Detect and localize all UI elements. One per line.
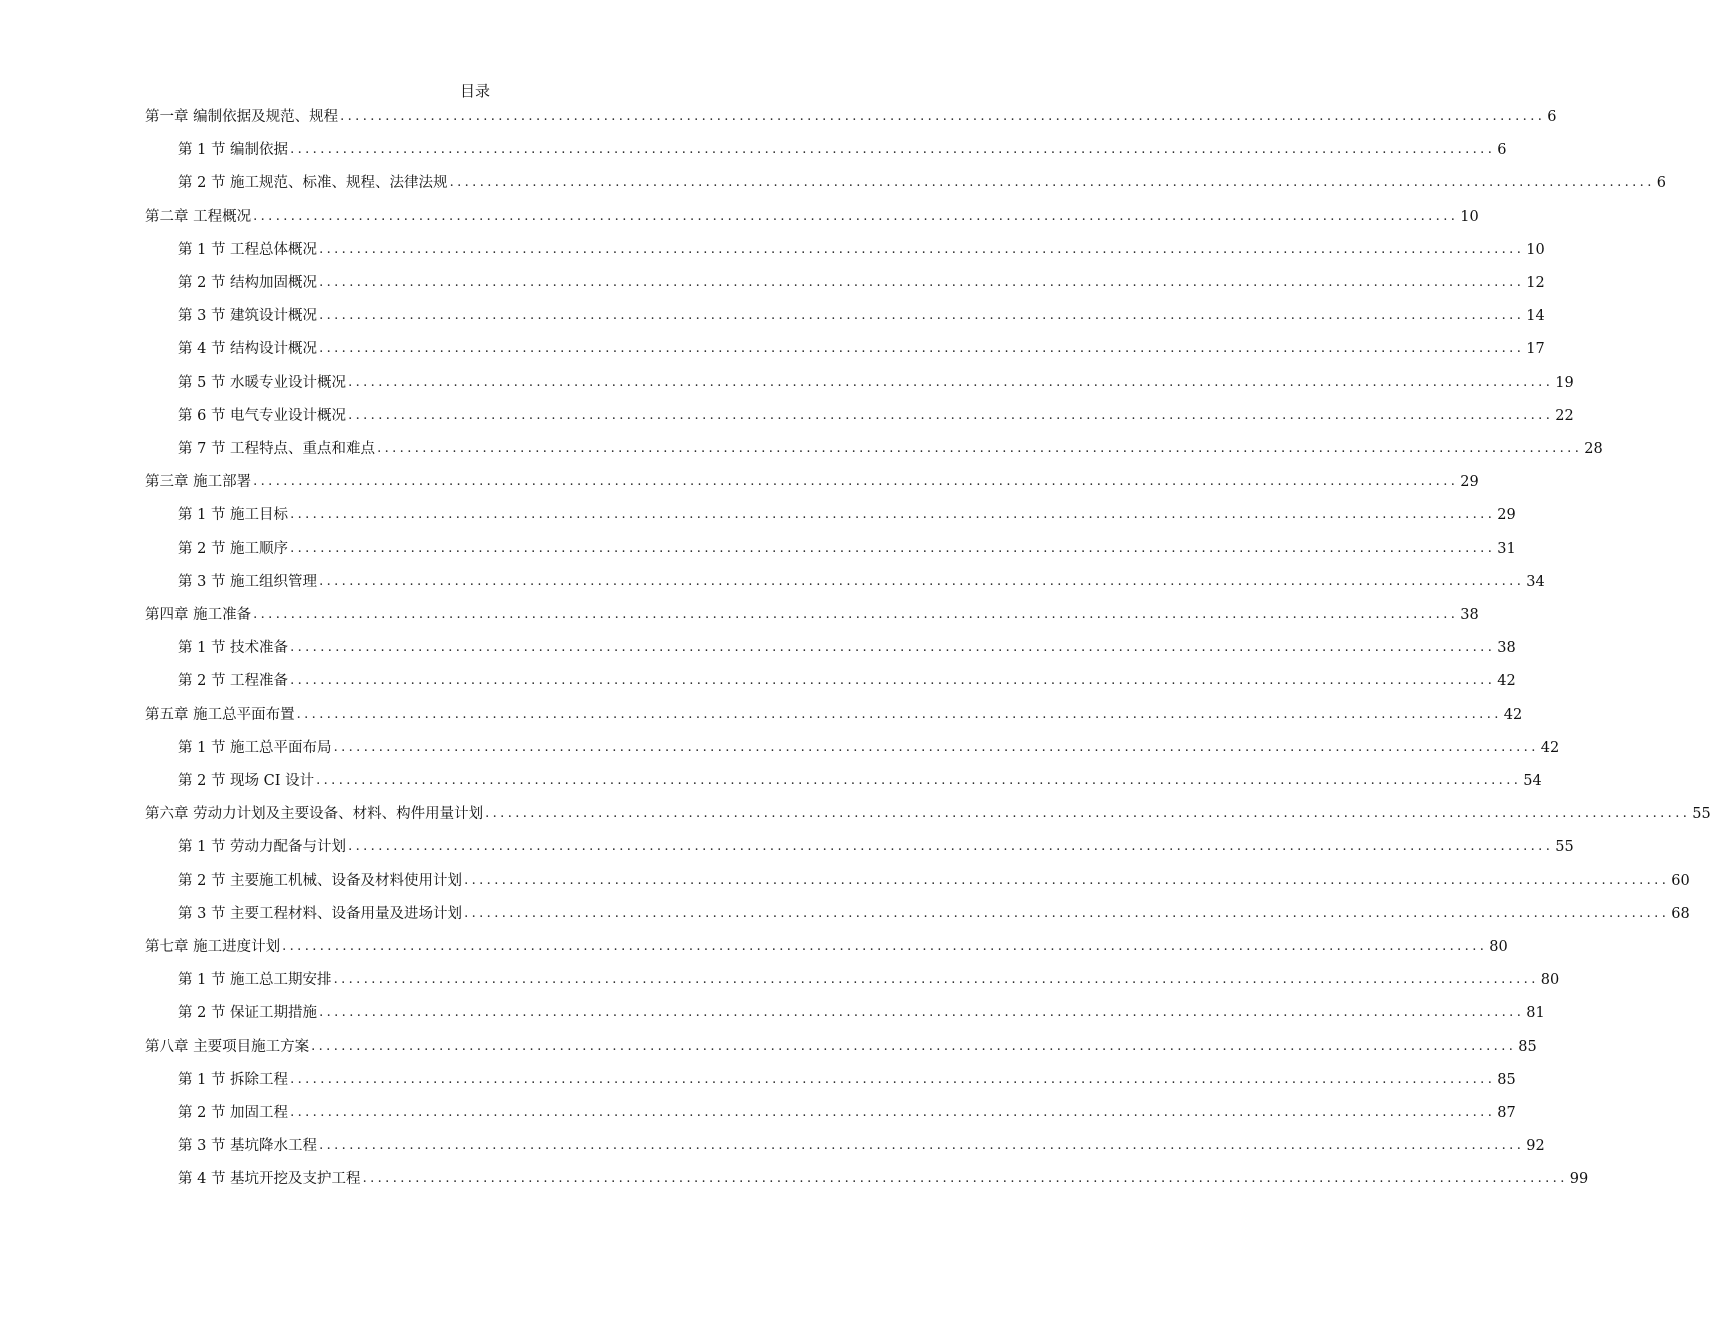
toc-dot-leader: ................................................................................................................................................................ (316, 773, 1522, 788)
toc-dot-leader: ................................................................................................................................................................ (253, 208, 1459, 224)
toc-page-number: 92 (1526, 1138, 1545, 1155)
toc-entry-label: 第 1 节 施工总平面布局 (178, 739, 332, 756)
toc-section-entry[interactable] (178, 172, 1666, 194)
toc-page-number: 10 (1526, 241, 1545, 258)
toc-dot-leader: ................................................................................................................................................................ (290, 640, 1496, 656)
toc-page-number: 38 (1497, 640, 1516, 657)
toc-entry-label: 第 2 节 结构加固概况 (178, 275, 318, 291)
toc-entry-label: 第六章 劳动力计划及主要设备、材料、构件用量计划 (145, 806, 484, 823)
toc-dot-leader: ................................................................................................................................................................ (319, 308, 1525, 324)
toc-section-entry[interactable] (178, 969, 1560, 991)
toc-entry-label: 第四章 施工准备 (145, 607, 252, 623)
toc-section-entry[interactable] (178, 438, 1603, 460)
toc-section-entry[interactable] (178, 372, 1574, 394)
toc-dot-leader: ................................................................................................................................................................ (290, 673, 1496, 689)
toc-dot-leader: ................................................................................................................................................................ (333, 739, 1539, 755)
toc-entry-label: 第 1 节 施工总工期安排 (178, 972, 332, 989)
toc-dot-leader: ................................................................................................................................................................ (253, 607, 1459, 622)
toc-section-entry[interactable] (178, 305, 1545, 327)
toc-page-number: 42 (1497, 673, 1516, 690)
toc-page-number: 6 (1547, 109, 1557, 125)
toc-page-number: 54 (1523, 773, 1542, 789)
toc-dot-leader: ................................................................................................................................................................ (348, 374, 1554, 390)
toc-entry-label: 第 3 节 基坑降水工程 (178, 1138, 318, 1155)
toc-section-entry[interactable] (178, 272, 1545, 294)
toc-page-number: 42 (1540, 739, 1560, 756)
toc-entry-label: 第 7 节 工程特点、重点和难点 (178, 441, 376, 457)
toc-dot-leader: ................................................................................................................................................................ (319, 1138, 1525, 1154)
toc-entry-label: 第 1 节 施工目标 (178, 507, 289, 524)
toc-section-entry[interactable] (178, 538, 1516, 560)
toc-dot-leader: ................................................................................................................................................................ (253, 474, 1459, 490)
toc-dot-leader: ................................................................................................................................................................ (282, 939, 1488, 954)
toc-entry-label: 第 3 节 主要工程材料、设备用量及进场计划 (178, 905, 463, 922)
toc-dot-leader: ................................................................................................................................................................ (319, 1005, 1525, 1021)
toc-dot-leader: ................................................................................................................................................................ (348, 839, 1554, 855)
toc-page-number: 55 (1692, 806, 1711, 823)
toc-dot-leader: ................................................................................................................................................................ (377, 441, 1583, 456)
toc-dot-leader: ................................................................................................................................................................ (290, 142, 1496, 158)
toc-page-number: 99 (1569, 1171, 1589, 1188)
toc-entry-label: 第 1 节 技术准备 (178, 640, 289, 657)
toc-page-number: 31 (1497, 540, 1516, 557)
toc-dot-leader: ................................................................................................................................................................ (485, 806, 1691, 822)
toc-section-entry[interactable] (178, 1102, 1516, 1124)
toc-entry-label: 第 1 节 编制依据 (178, 142, 289, 159)
toc-dot-leader: ................................................................................................................................................................ (290, 1071, 1496, 1087)
toc-entry-label: 第 3 节 建筑设计概况 (178, 308, 318, 325)
toc-page-number: 55 (1555, 839, 1574, 856)
toc-entry-label: 第一章 编制依据及规范、规程 (145, 109, 339, 125)
toc-section-entry[interactable] (178, 139, 1507, 161)
toc-dot-leader: ................................................................................................................................................................ (319, 275, 1525, 290)
toc-entry-label: 第 2 节 施工顺序 (178, 540, 289, 557)
toc-section-entry[interactable] (178, 239, 1545, 261)
toc-section-entry[interactable] (178, 1168, 1589, 1190)
toc-section-entry[interactable] (178, 836, 1574, 858)
toc-chapter-entry[interactable] (145, 106, 1557, 128)
toc-page-number: 85 (1497, 1071, 1516, 1088)
toc-chapter-entry[interactable] (145, 1036, 1537, 1058)
toc-entry-label: 第 2 节 现场 CI 设计 (178, 773, 315, 789)
toc-chapter-entry[interactable] (145, 604, 1479, 626)
toc-page-number: 10 (1460, 208, 1479, 225)
toc-dot-leader: ................................................................................................................................................................ (348, 407, 1554, 423)
toc-entry-label: 第 1 节 工程总体概况 (178, 241, 318, 258)
toc-entry-label: 第 5 节 水暖专业设计概况 (178, 374, 347, 391)
toc-page-number: 87 (1497, 1105, 1516, 1121)
toc-page-number: 81 (1526, 1005, 1545, 1022)
toc-chapter-entry[interactable] (145, 471, 1479, 493)
toc-chapter-entry[interactable] (145, 936, 1508, 958)
toc-page-number: 34 (1526, 573, 1545, 590)
toc-entry-label: 第二章 工程概况 (145, 208, 252, 225)
toc-entry-label: 第 1 节 拆除工程 (178, 1071, 289, 1088)
toc-page-number: 6 (1656, 175, 1666, 192)
toc-section-entry[interactable] (178, 571, 1545, 593)
toc-entry-label: 第三章 施工部署 (145, 474, 252, 491)
toc-entry-label: 第 4 节 结构设计概况 (178, 341, 318, 358)
toc-page-number: 22 (1555, 407, 1574, 424)
toc-section-entry[interactable] (178, 670, 1516, 692)
toc-section-entry[interactable] (178, 870, 1690, 892)
toc-section-entry[interactable] (178, 338, 1545, 360)
toc-entry-label: 第 3 节 施工组织管理 (178, 573, 318, 590)
toc-dot-leader: ................................................................................................................................................................ (340, 109, 1546, 124)
toc-section-entry[interactable] (178, 1069, 1516, 1091)
toc-entry-label: 第 2 节 工程准备 (178, 673, 289, 690)
toc-section-entry[interactable] (178, 504, 1516, 526)
toc-entry-label: 第 2 节 主要施工机械、设备及材料使用计划 (178, 872, 463, 889)
toc-dot-leader: ................................................................................................................................................................ (290, 507, 1496, 523)
toc-chapter-entry[interactable] (145, 803, 1711, 825)
toc-dot-leader: ................................................................................................................................................................ (311, 1038, 1517, 1054)
toc-page-number: 38 (1460, 607, 1479, 623)
toc-dot-leader: ................................................................................................................................................................ (464, 905, 1670, 921)
toc-page-number: 85 (1518, 1038, 1537, 1055)
toc-page-number: 29 (1497, 507, 1516, 524)
toc-entry-label: 第 4 节 基坑开挖及支护工程 (178, 1171, 361, 1188)
toc-entry-label: 第五章 施工总平面布置 (145, 706, 295, 723)
toc-chapter-entry[interactable] (145, 206, 1479, 228)
toc-page-number: 80 (1540, 972, 1560, 989)
toc-section-entry[interactable] (178, 1002, 1545, 1024)
toc-section-entry[interactable] (178, 770, 1542, 792)
toc-section-entry[interactable] (178, 1135, 1545, 1157)
toc-dot-leader: ................................................................................................................................................................ (296, 706, 1502, 722)
toc-dot-leader: ................................................................................................................................................................ (290, 540, 1496, 556)
toc-entry-label: 第 2 节 保证工期措施 (178, 1005, 318, 1022)
toc-page-number: 12 (1526, 275, 1545, 291)
toc-dot-leader: ................................................................................................................................................................ (319, 241, 1525, 257)
toc-page-number: 14 (1526, 308, 1545, 325)
toc-page-number: 60 (1671, 872, 1690, 889)
toc-dot-leader: ................................................................................................................................................................ (319, 573, 1525, 589)
toc-section-entry[interactable] (178, 405, 1574, 427)
toc-page-number: 28 (1584, 441, 1603, 457)
toc-page-number: 80 (1489, 939, 1508, 955)
toc-page-number: 29 (1460, 474, 1479, 491)
toc-entry-label: 第 2 节 施工规范、标准、规程、法律法规 (178, 175, 448, 192)
toc-entry-label: 第七章 施工进度计划 (145, 939, 281, 955)
toc-entry-label: 第 6 节 电气专业设计概况 (178, 407, 347, 424)
toc-entry-label: 第 1 节 劳动力配备与计划 (178, 839, 347, 856)
toc-dot-leader: ................................................................................................................................................................ (319, 341, 1525, 357)
toc-page-number: 17 (1526, 341, 1545, 358)
toc-title: 目录 (459, 82, 490, 100)
toc-dot-leader: ................................................................................................................................................................ (449, 175, 1655, 191)
toc-section-entry[interactable] (178, 637, 1516, 659)
toc-dot-leader: ................................................................................................................................................................ (290, 1105, 1496, 1120)
toc-page-number: 19 (1555, 374, 1574, 391)
toc-dot-leader: ................................................................................................................................................................ (464, 872, 1670, 888)
toc-entry-label: 第 2 节 加固工程 (178, 1105, 289, 1121)
toc-section-entry[interactable] (178, 737, 1560, 759)
toc-page-number: 6 (1497, 142, 1507, 159)
toc-section-entry[interactable] (178, 903, 1690, 925)
toc-dot-leader: ................................................................................................................................................................ (333, 972, 1539, 988)
toc-dot-leader: ................................................................................................................................................................ (362, 1171, 1568, 1187)
toc-chapter-entry[interactable] (145, 704, 1523, 726)
toc-entry-label: 第八章 主要项目施工方案 (145, 1038, 310, 1055)
toc-page-number: 68 (1671, 905, 1690, 922)
toc-page-number: 42 (1503, 706, 1523, 723)
